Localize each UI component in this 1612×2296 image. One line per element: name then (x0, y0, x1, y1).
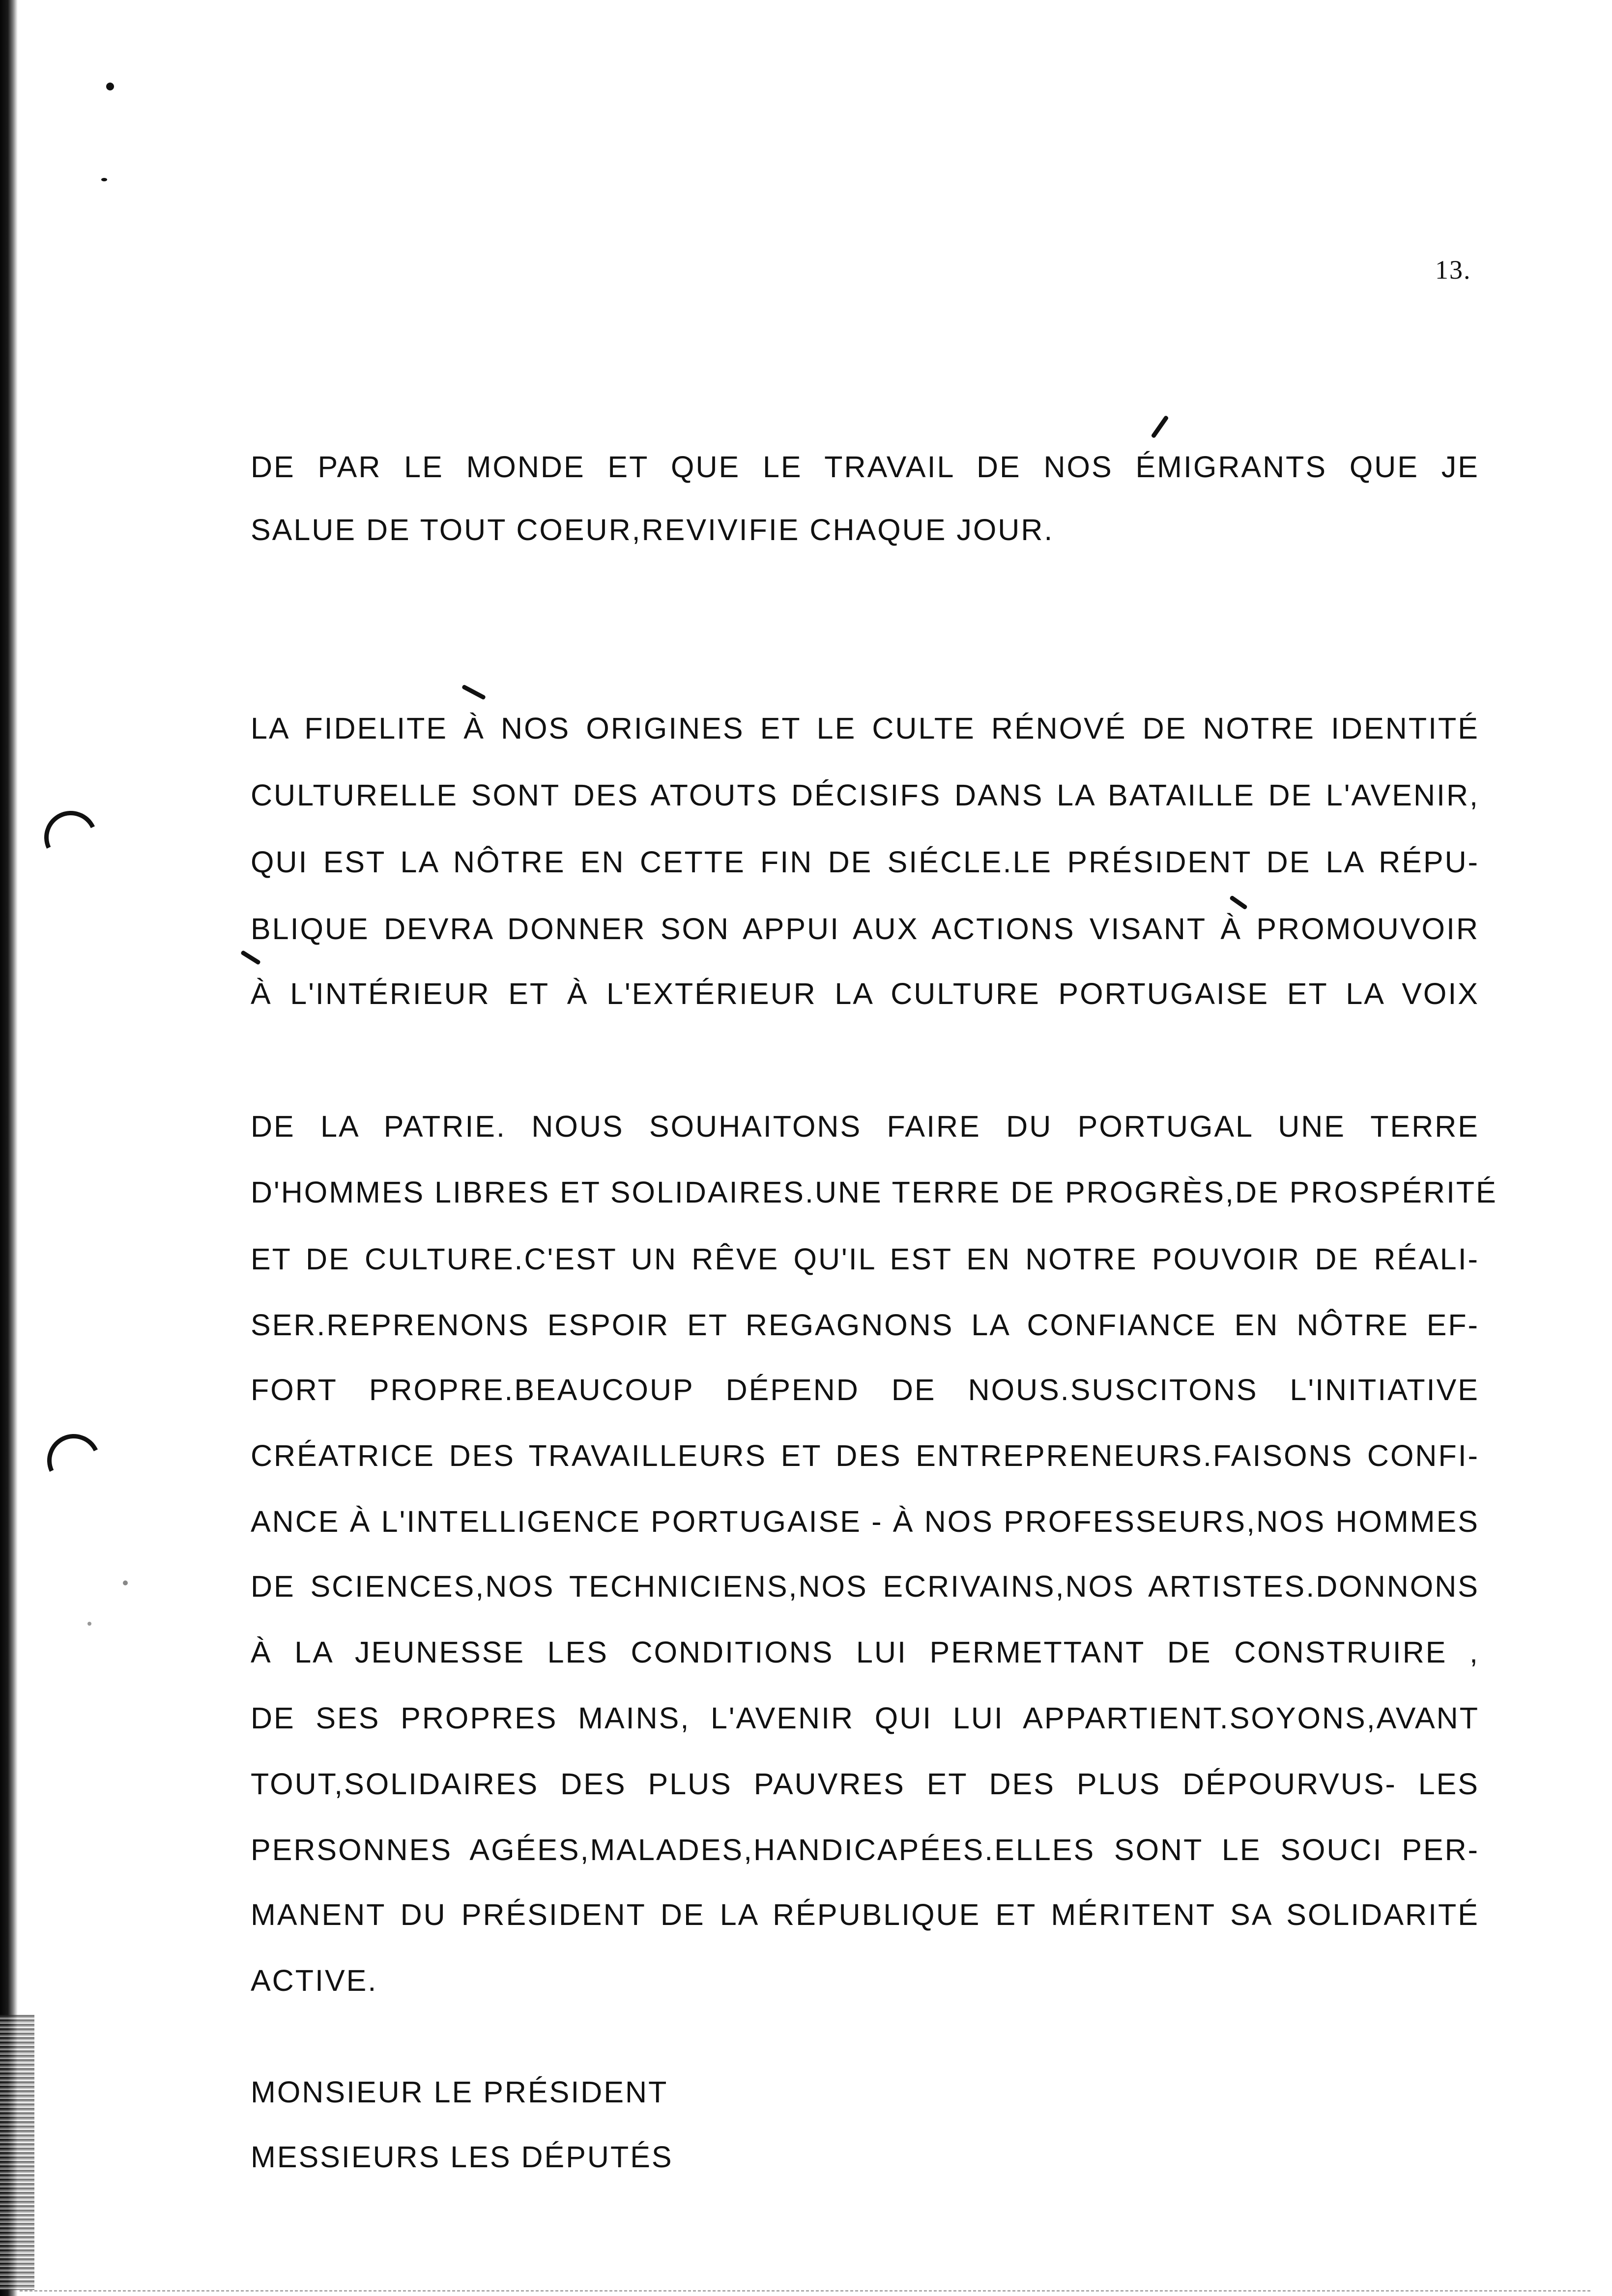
punch-hole-mark (37, 804, 105, 871)
text-line: ANCE À L'INTELLIGENCE PORTUGAISE - À NOS PROFESSEURS,NOS HOMMES (251, 1505, 1479, 1538)
closing-salutation: MESSIEURS LES DÉPUTÉS (251, 2140, 673, 2174)
page-number: 13. (1435, 255, 1471, 285)
scan-speck (123, 1580, 128, 1585)
text-line: SER.REPRENONS ESPOIR ET REGAGNONS LA CONFIANCE EN NÔTRE EF- (251, 1308, 1479, 1342)
scan-speck (101, 178, 107, 181)
scan-binding-edge (0, 0, 18, 2296)
text-line: CULTURELLE SONT DES ATOUTS DÉCISIFS DANS LA BATAILLE DE L'AVENIR, (251, 778, 1479, 812)
text-line: ET DE CULTURE.C'EST UN RÊVE QU'IL EST EN NOTRE POUVOIR DE RÉALI- (251, 1242, 1479, 1276)
text-line: TOUT,SOLIDAIRES DES PLUS PAUVRES ET DES PLUS DÉPOURVUS- LES (251, 1767, 1479, 1801)
text-line: ACTIVE. (251, 1964, 378, 1997)
scan-speck (106, 83, 114, 90)
text-line: D'HOMMES LIBRES ET SOLIDAIRES.UNE TERRE DE PROGRÈS,DE PROSPÉRITÉ (251, 1176, 1497, 1209)
handwritten-accent-mark (240, 950, 261, 965)
text-line: BLIQUE DEVRA DONNER SON APPUI AUX ACTIONS VISANT À PROMOUVOIR (251, 912, 1479, 946)
scan-speck (87, 1622, 91, 1626)
text-line: DE SES PROPRES MAINS, L'AVENIR QUI LUI APPARTIENT.SOYONS,AVANT (251, 1701, 1479, 1735)
text-line: CRÉATRICE DES TRAVAILLEURS ET DES ENTREPRENEURS.FAISONS CONFI- (251, 1439, 1479, 1472)
text-line: LA FIDELITE À NOS ORIGINES ET LE CULTE RÉNOVÉ DE NOTRE IDENTITÉ (251, 712, 1479, 745)
closing-salutation: MONSIEUR LE PRÉSIDENT (251, 2075, 668, 2109)
scan-bottom-edge (20, 2290, 1592, 2292)
handwritten-accent-mark (1151, 415, 1169, 439)
text-line: FORT PROPRE.BEAUCOUP DÉPEND DE NOUS.SUSCITONS L'INITIATIVE (251, 1373, 1479, 1406)
text-line: DE SCIENCES,NOS TECHNICIENS,NOS ECRIVAINS,NOS ARTISTES.DONNONS (251, 1570, 1479, 1603)
handwritten-accent-mark (461, 684, 486, 700)
text-line: SALUE DE TOUT COEUR,REVIVIFIE CHAQUE JOUR. (251, 513, 1054, 546)
punch-hole-mark (40, 1427, 108, 1494)
text-line: PERSONNES AGÉES,MALADES,HANDICAPÉES.ELLES SONT LE SOUCI PER- (251, 1833, 1479, 1866)
text-line: À L'INTÉRIEUR ET À L'EXTÉRIEUR LA CULTURE PORTUGAISE ET LA VOIX (251, 977, 1479, 1010)
text-line: QUI EST LA NÔTRE EN CETTE FIN DE SIÉCLE.LE PRÉSIDENT DE LA RÉPU- (251, 845, 1479, 879)
text-line: DE PAR LE MONDE ET QUE LE TRAVAIL DE NOS ÉMIGRANTS QUE JE (251, 450, 1479, 484)
text-line: MANENT DU PRÉSIDENT DE LA RÉPUBLIQUE ET MÉRITENT SA SOLIDARITÉ (251, 1898, 1479, 1931)
handwritten-accent-mark (1229, 895, 1248, 910)
scan-binding-texture (0, 2015, 34, 2290)
text-line: À LA JEUNESSE LES CONDITIONS LUI PERMETTANT DE CONSTRUIRE , (251, 1636, 1479, 1669)
text-line: DE LA PATRIE. NOUS SOUHAITONS FAIRE DU PORTUGAL UNE TERRE (251, 1110, 1479, 1143)
